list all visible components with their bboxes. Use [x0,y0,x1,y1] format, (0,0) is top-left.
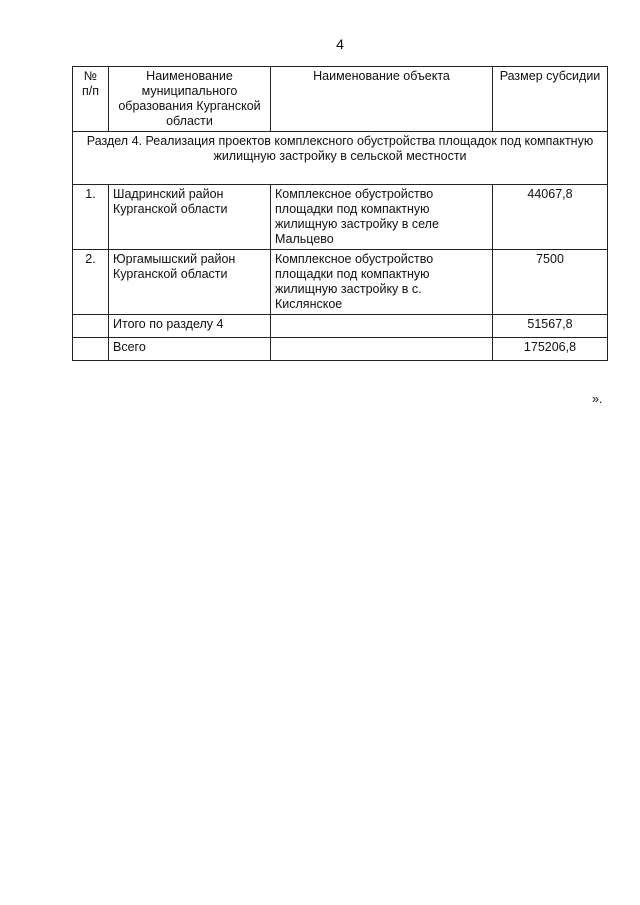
empty-cell [73,315,109,338]
grand-total-value: 175206,8 [493,338,608,361]
grand-total-label: Всего [109,338,271,361]
header-num: № п/п [73,67,109,132]
section-total-row [73,315,608,338]
header-municipality: Наименование муниципального образования Курганской области [109,67,271,132]
row-num: 2. [73,250,109,315]
closing-quote-mark: ». [592,392,603,406]
section-total-label: Итого по разделу 4 [109,315,271,338]
section-title: Раздел 4. Реализация проектов комплексного обустройства площадок под компактную жилищную застройку в сельской местности [73,132,608,185]
page-number: 4 [336,36,344,52]
row-subsidy: 7500 [493,250,608,315]
grand-total-row [73,338,608,361]
section-row [73,132,608,185]
row-subsidy: 44067,8 [493,185,608,250]
header-object: Наименование объекта [271,67,493,132]
table-row [73,185,608,250]
table-row [73,250,608,315]
row-object: Комплексное обустройство площадки под компактную жилищную застройку в селе Мальцево [271,185,493,250]
empty-cell [271,338,493,361]
table-header-row [73,67,608,132]
row-municipality: Шадринский район Курганской области [109,185,271,250]
row-object: Комплексное обустройство площадки под компактную жилищную застройку в с. Кислянское [271,250,493,315]
empty-cell [73,338,109,361]
subsidy-table [72,66,608,361]
header-subsidy: Размер субсидии [493,67,608,132]
section-total-value: 51567,8 [493,315,608,338]
row-num: 1. [73,185,109,250]
empty-cell [271,315,493,338]
row-municipality: Юргамышский район Курганской области [109,250,271,315]
